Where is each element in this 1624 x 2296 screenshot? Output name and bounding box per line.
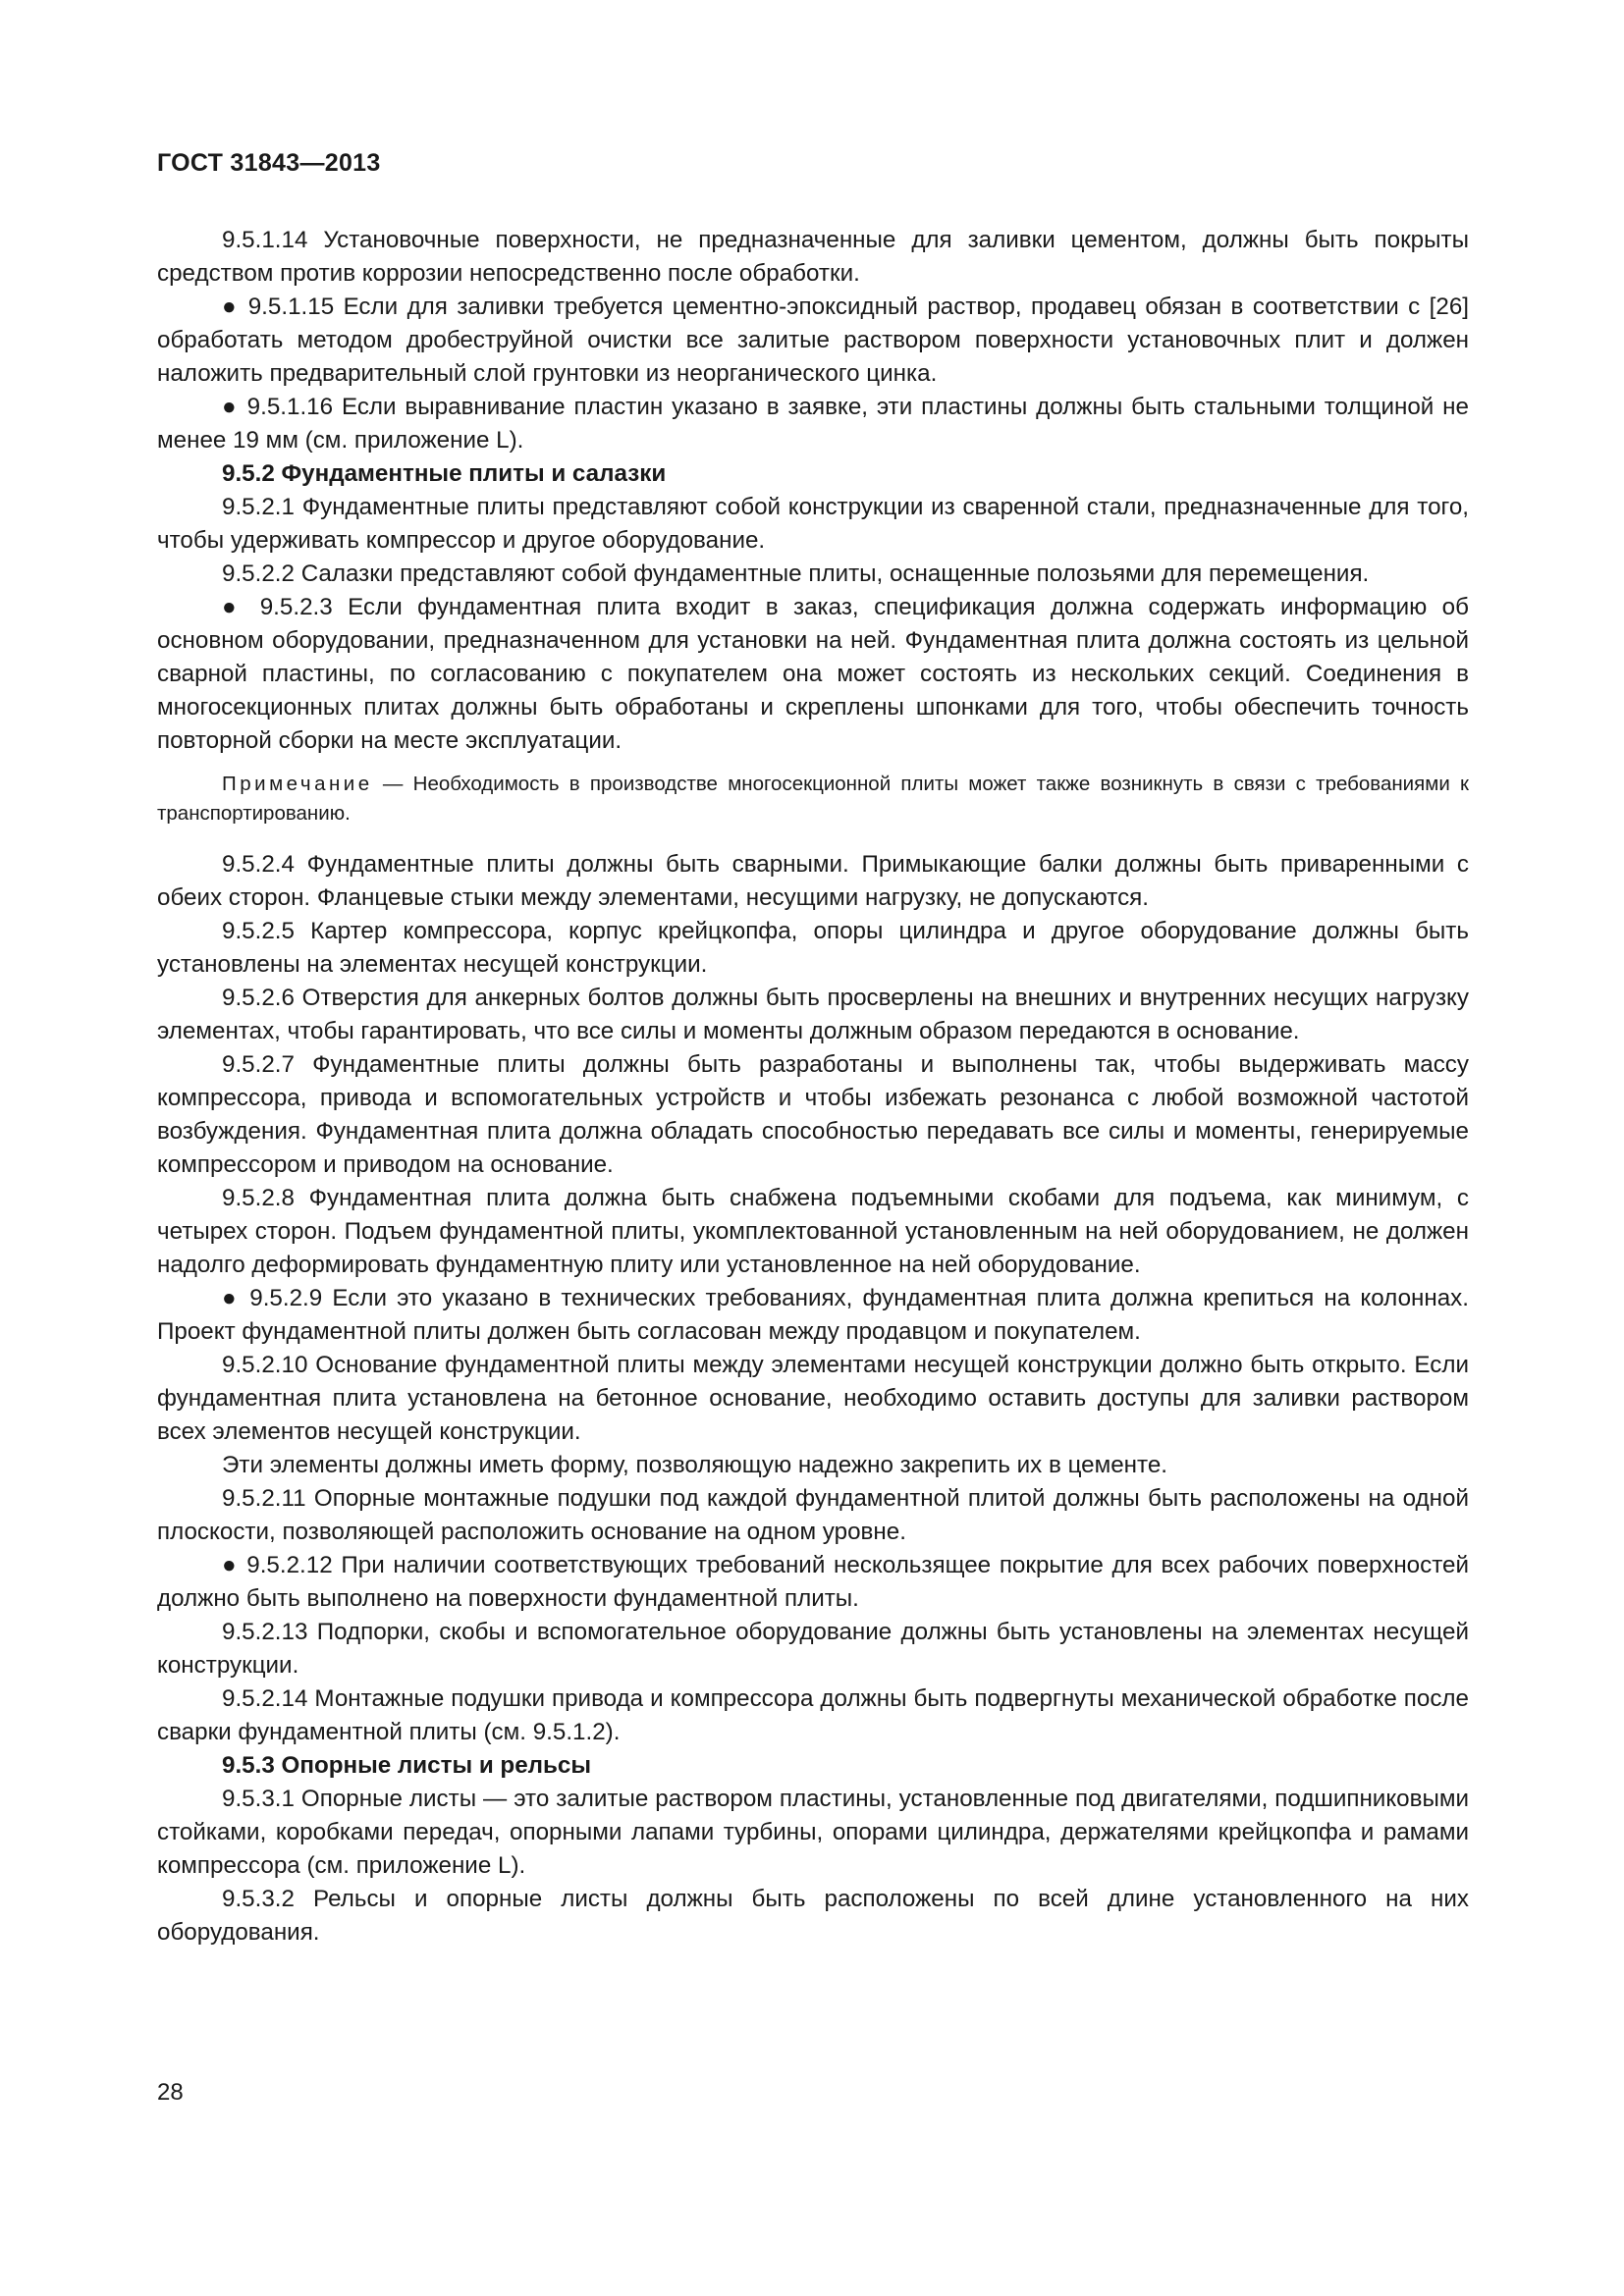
- document-body: [157, 224, 1469, 1949]
- paragraph-9-5-2-11: 9.5.2.11 Опорные монтажные подушки под каждой фундаментной плитой должны быть расположены на одной плоскости, позволяющей расположить основание на одном уровне.: [157, 1485, 1469, 1545]
- paragraph-9-5-2-4: 9.5.2.4 Фундаментные плиты должны быть сварными. Примыкающие балки должны быть приваренными с обеих сторон. Фланцевые стыки между элементами, несущими нагрузку, не допускаются.: [157, 851, 1469, 911]
- paragraph-9-5-2-10-continued: Эти элементы должны иметь форму, позволяющую надежно закрепить их в цементе.: [222, 1452, 1168, 1478]
- paragraph-9-5-2-8: 9.5.2.8 Фундаментная плита должна быть снабжена подъемными скобами для подъема, как минимум, с четырех сторон. Подъем фундаментной плиты, укомплектованной установленным на ней оборудованием, не должен надолго деформировать фундаментную плиту или установленное на ней оборудование.: [157, 1185, 1469, 1278]
- paragraph-9-5-1-16: ● 9.5.1.16 Если выравнивание пластин указано в заявке, эти пластины должны быть стальными толщиной не менее 19 мм (см. приложение L).: [157, 394, 1469, 454]
- paragraph-9-5-3-1: 9.5.3.1 Опорные листы — это залитые раствором пластины, установленные под двигателями, подшипниковыми стойками, коробками передач, опорными лапами турбины, опорами цилиндра, держателями крейцкопфа и рамами компрессора (см. приложение L).: [157, 1786, 1469, 1879]
- paragraph-9-5-2-2: 9.5.2.2 Салазки представляют собой фундаментные плиты, оснащенные полозьями для перемещения.: [222, 561, 1370, 587]
- paragraph-9-5-2-6: 9.5.2.6 Отверстия для анкерных болтов должны быть просверлены на внешних и внутренних несущих нагрузку элементах, чтобы гарантировать, что все силы и моменты должным образом передаются в основание.: [157, 985, 1469, 1044]
- paragraph-9-5-2-3: ● 9.5.2.3 Если фундаментная плита входит в заказ, спецификация должна содержать информацию об основном оборудовании, предназначенном для установки на ней. Фундаментная плита должна состоять из цельной сварной пластины, по согласованию с покупателем она может состоять из нескольких секций. Соединения в многосекционных плитах должны быть обработаны и скреплены шпонками для того, чтобы обеспечить точность повторной сборки на месте эксплуатации.: [157, 594, 1469, 754]
- paragraph-9-5-2-14: 9.5.2.14 Монтажные подушки привода и компрессора должны быть подвергнуты механической обработке после сварки фундаментной плиты (см. 9.5.1.2).: [157, 1685, 1469, 1745]
- paragraph-9-5-2-7: 9.5.2.7 Фундаментные плиты должны быть разработаны и выполнены так, чтобы выдерживать массу компрессора, привода и вспомогательных устройств и чтобы избежать резонанса с любой возможной частотой возбуждения. Фундаментная плита должна обладать способностью передавать все силы и моменты, генерируемые компрессором и приводом на основание.: [157, 1051, 1469, 1178]
- paragraph-9-5-3-2: 9.5.3.2 Рельсы и опорные листы должны быть расположены по всей длине установленного на них оборудования.: [157, 1886, 1469, 1946]
- page-number: 28: [157, 2079, 184, 2106]
- paragraph-9-5-2-12: ● 9.5.2.12 При наличии соответствующих требований нескользящее покрытие для всех рабочих поверхностей должно быть выполнено на поверхности фундаментной плиты.: [157, 1552, 1469, 1612]
- document-standard-id: ГОСТ 31843—2013: [157, 149, 381, 177]
- section-heading-9-5-3: 9.5.3 Опорные листы и рельсы: [222, 1752, 591, 1779]
- note-text: — Необходимость в производстве многосекционной плиты может также возникнуть в связи с требованиями к транспортированию.: [157, 773, 1469, 825]
- paragraph-9-5-2-13: 9.5.2.13 Подпорки, скобы и вспомогательное оборудование должны быть установлены на элементах несущей конструкции.: [157, 1619, 1469, 1679]
- section-heading-9-5-2: 9.5.2 Фундаментные плиты и салазки: [222, 460, 667, 487]
- paragraph-9-5-2-10: 9.5.2.10 Основание фундаментной плиты между элементами несущей конструкции должно быть открыто. Если фундаментная плита установлена на бетонное основание, необходимо оставить доступы для заливки раствором всех элементов несущей конструкции.: [157, 1352, 1469, 1445]
- paragraph-9-5-1-15: ● 9.5.1.15 Если для заливки требуется цементно-эпоксидный раствор, продавец обязан в соответствии с [26] обработать методом дробеструйной очистки все залитые раствором поверхности установочных плит и должен наложить предварительный слой грунтовки из неорганического цинка.: [157, 294, 1469, 387]
- paragraph-9-5-2-9: ● 9.5.2.9 Если это указано в технических требованиях, фундаментная плита должна крепиться на колоннах. Проект фундаментной плиты должен быть согласован между продавцом и покупателем.: [157, 1285, 1469, 1345]
- note-block: [157, 770, 1469, 828]
- paragraph-9-5-2-1: 9.5.2.1 Фундаментные плиты представляют собой конструкции из сваренной стали, предназначенные для того, чтобы удерживать компрессор и другое оборудование.: [157, 494, 1469, 554]
- paragraph-9-5-1-14: 9.5.1.14 Установочные поверхности, не предназначенные для заливки цементом, должны быть покрыты средством против коррозии непосредственно после обработки.: [157, 227, 1469, 287]
- paragraph-9-5-2-5: 9.5.2.5 Картер компрессора, корпус крейцкопфа, опоры цилиндра и другое оборудование должны быть установлены на элементах несущей конструкции.: [157, 918, 1469, 978]
- note-label: Примечание: [222, 773, 373, 795]
